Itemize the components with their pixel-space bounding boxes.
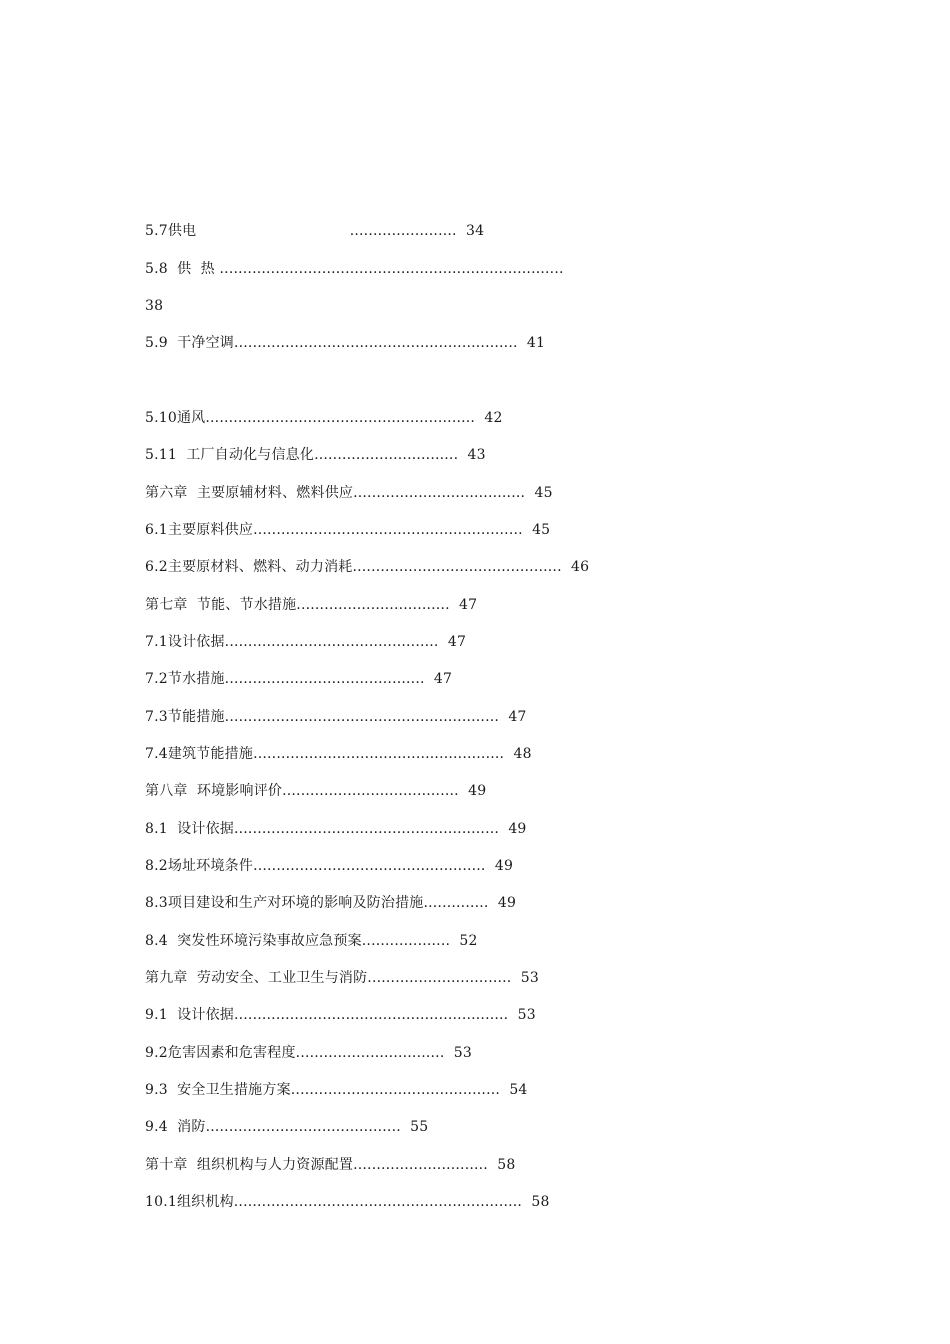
toc-entry-7-4 bbox=[145, 745, 532, 763]
toc-entry-text: 第九章 劳动安全、工业卫生与消防............................... 53 bbox=[145, 970, 539, 986]
toc-entry-9-3 bbox=[145, 1081, 528, 1099]
toc-page-number: 38 bbox=[145, 298, 164, 314]
toc-entry-text: 5.9 干净空调............................................................. 41 bbox=[145, 335, 546, 351]
toc-entry-chapter-8 bbox=[145, 782, 486, 800]
toc-entry-9-4 bbox=[145, 1118, 428, 1136]
toc-entry-text: 10.1组织机构.............................................................. 58 bbox=[145, 1194, 550, 1210]
toc-entry-9-2 bbox=[145, 1044, 472, 1062]
toc-entry-6-1 bbox=[145, 521, 550, 539]
toc-entry-9-1 bbox=[145, 1006, 536, 1024]
toc-entry-text: 第七章 节能、节水措施................................. 47 bbox=[145, 597, 478, 613]
toc-entry-text: 5.10通风.......................................................... 42 bbox=[145, 410, 503, 426]
toc-entry-8-3 bbox=[145, 894, 516, 912]
toc-entry-text: 第八章 环境影响评价...................................... 49 bbox=[145, 783, 487, 799]
toc-entry-5-11 bbox=[145, 446, 486, 464]
toc-entry-10-1 bbox=[145, 1193, 550, 1211]
toc-entry-text: 8.3项目建设和生产对环境的影响及防治措施.............. 49 bbox=[145, 895, 517, 911]
toc-entry-text: 第六章 主要原辅材料、燃料供应..................................... 45 bbox=[145, 485, 553, 501]
toc-entry-8-2 bbox=[145, 857, 513, 875]
toc-entry-text: 5.11 工厂自动化与信息化............................... 43 bbox=[145, 447, 486, 463]
toc-entry-7-1 bbox=[145, 633, 466, 651]
toc-entry-text: 8.2场址环境条件.................................................. 49 bbox=[145, 858, 514, 874]
toc-entry-5-9 bbox=[145, 334, 545, 352]
toc-entry-7-3 bbox=[145, 708, 527, 726]
toc-entry-chapter-9 bbox=[145, 969, 539, 987]
toc-entry-chapter-7 bbox=[145, 596, 477, 614]
toc-entry-text: 9.2危害因素和危害程度................................ 53 bbox=[145, 1045, 472, 1061]
toc-entry-7-2 bbox=[145, 670, 452, 688]
toc-entry-text: 5.8 供 热 .......................................................................... bbox=[145, 261, 564, 277]
toc-entry-text: 9.4 消防.......................................... 55 bbox=[145, 1119, 429, 1135]
toc-entry-8-4 bbox=[145, 932, 478, 950]
toc-entry-text: 9.1 设计依据........................................................... 53 bbox=[145, 1007, 536, 1023]
toc-entry-text: 7.4建筑节能措施...................................................... 48 bbox=[145, 746, 532, 762]
toc-entry-text: 5.7供电 ....................... 34 bbox=[145, 223, 485, 239]
toc-entry-text: 7.2节水措施........................................... 47 bbox=[145, 671, 453, 687]
toc-entry-text: 7.3节能措施........................................................... 47 bbox=[145, 709, 527, 725]
toc-entry-5-8-page bbox=[145, 297, 163, 315]
toc-entry-text: 9.3 安全卫生措施方案............................................. 54 bbox=[145, 1082, 528, 1098]
toc-entry-5-8 bbox=[145, 260, 564, 278]
toc-entry-text: 8.4 突发性环境污染事故应急预案................... 52 bbox=[145, 933, 478, 949]
toc-entry-text: 7.1设计依据.............................................. 47 bbox=[145, 634, 467, 650]
toc-entry-5-7 bbox=[145, 222, 484, 240]
toc-entry-5-10 bbox=[145, 409, 503, 427]
toc-entry-chapter-10 bbox=[145, 1156, 515, 1174]
toc-entry-text: 8.1 设计依据......................................................... 49 bbox=[145, 821, 527, 837]
toc-entry-text: 6.1主要原料供应.......................................................... 45 bbox=[145, 522, 551, 538]
toc-entry-chapter-6 bbox=[145, 484, 553, 502]
toc-entry-text: 6.2主要原材料、燃料、动力消耗............................................. 46 bbox=[145, 559, 590, 575]
toc-entry-text: 第十章 组织机构与人力资源配置............................. 58 bbox=[145, 1157, 516, 1173]
toc-entry-6-2 bbox=[145, 558, 589, 576]
toc-entry-8-1 bbox=[145, 820, 527, 838]
